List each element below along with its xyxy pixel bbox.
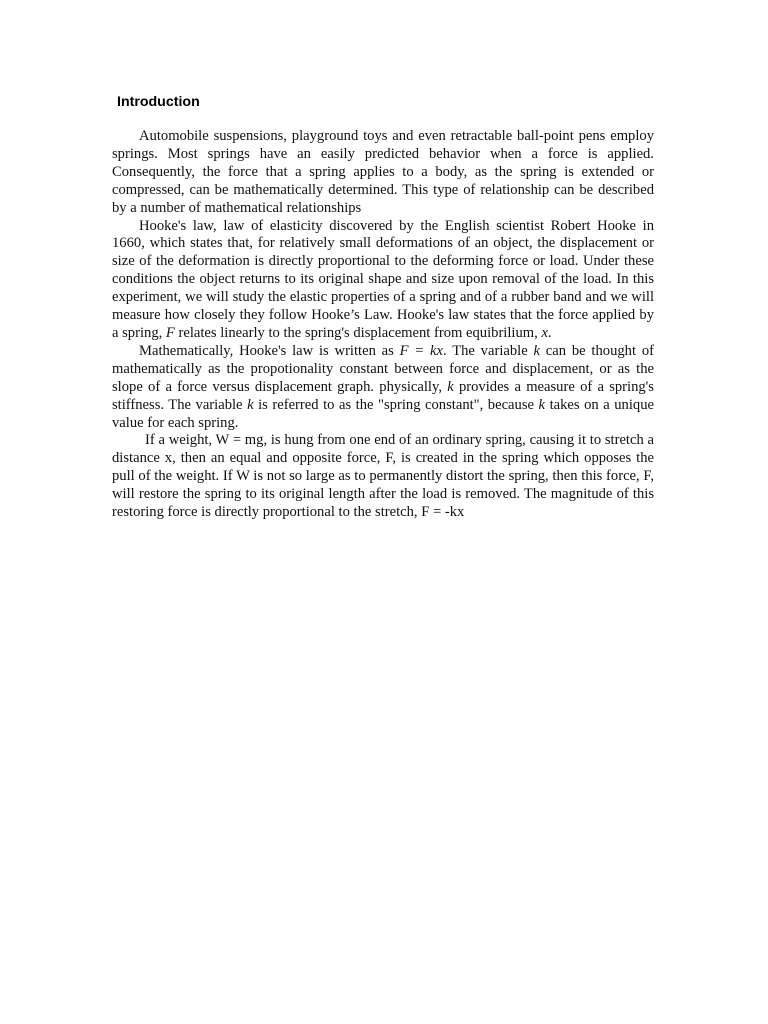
body-text	[112, 128, 654, 522]
text-segment: Hooke's law, law of elasticity discovered by the English scientist Robert Hooke in 1660, which states that, for relatively small deformations of an object, the displacement or size of the deformation is directly proportional to the deforming force or load. Under these conditions the object returns to its original shape and size upon removal of the load. In this experiment, we will study the elastic properties of a spring and of a rubber band and we will measure how closely they follow Hooke’s Law. Hooke's law states that the force applied by a spring,	[112, 217, 654, 341]
equation-f-kx: F = kx	[399, 342, 443, 359]
paragraph-weight: If a weight, W = mg, is hung from one end of an ordinary spring, causing it to stretch a distance x, then an equal and opposite force, F, is created in the spring which opposes the pull of the weight. If W is not so large as to permanently distort the spring, then this force, F, will restore the spring to its original length after the load is removed. The magnitude of this restoring force is directly proportional to the stretch, F = -kx	[112, 432, 654, 521]
text-segment: provides a measure of a spring's stiffness. The variable	[112, 378, 654, 413]
variable-k: k	[538, 396, 546, 413]
text-segment: is referred to as the "spring constant", because	[258, 396, 534, 413]
variable-k: k	[447, 378, 454, 395]
paragraph-hookes-law	[112, 218, 654, 343]
variable-k: k	[247, 396, 254, 413]
section-heading: Introduction	[117, 94, 200, 110]
text-segment: Mathematically, Hooke's law is written as	[139, 342, 394, 359]
text-segment: relates linearly to the spring's displacement from equibrilium,	[178, 324, 538, 341]
paragraph-intro: Automobile suspensions, playground toys and even retractable ball-point pens employ springs. Most springs have an easily predicted behavior when a force is applied. Consequently, the force that a spring applies to a body, as the spring is extended or compressed, can be mathematically determined. This type of relationship can be described by a number of mathematical relationships	[112, 128, 654, 216]
variable-f: F	[165, 324, 175, 341]
text-segment: .	[547, 324, 552, 341]
variable-k: k	[533, 342, 540, 359]
text-segment: . The variable	[443, 342, 528, 359]
paragraph-mathematical	[112, 343, 654, 433]
variable-x: x	[541, 324, 548, 341]
text-segment: takes on a unique value for each spring.	[112, 396, 654, 431]
text-segment: can be thought of mathematically as the propotionality constant between force and displacement, or as the slope of a force versus displacement graph. physically,	[112, 342, 654, 395]
